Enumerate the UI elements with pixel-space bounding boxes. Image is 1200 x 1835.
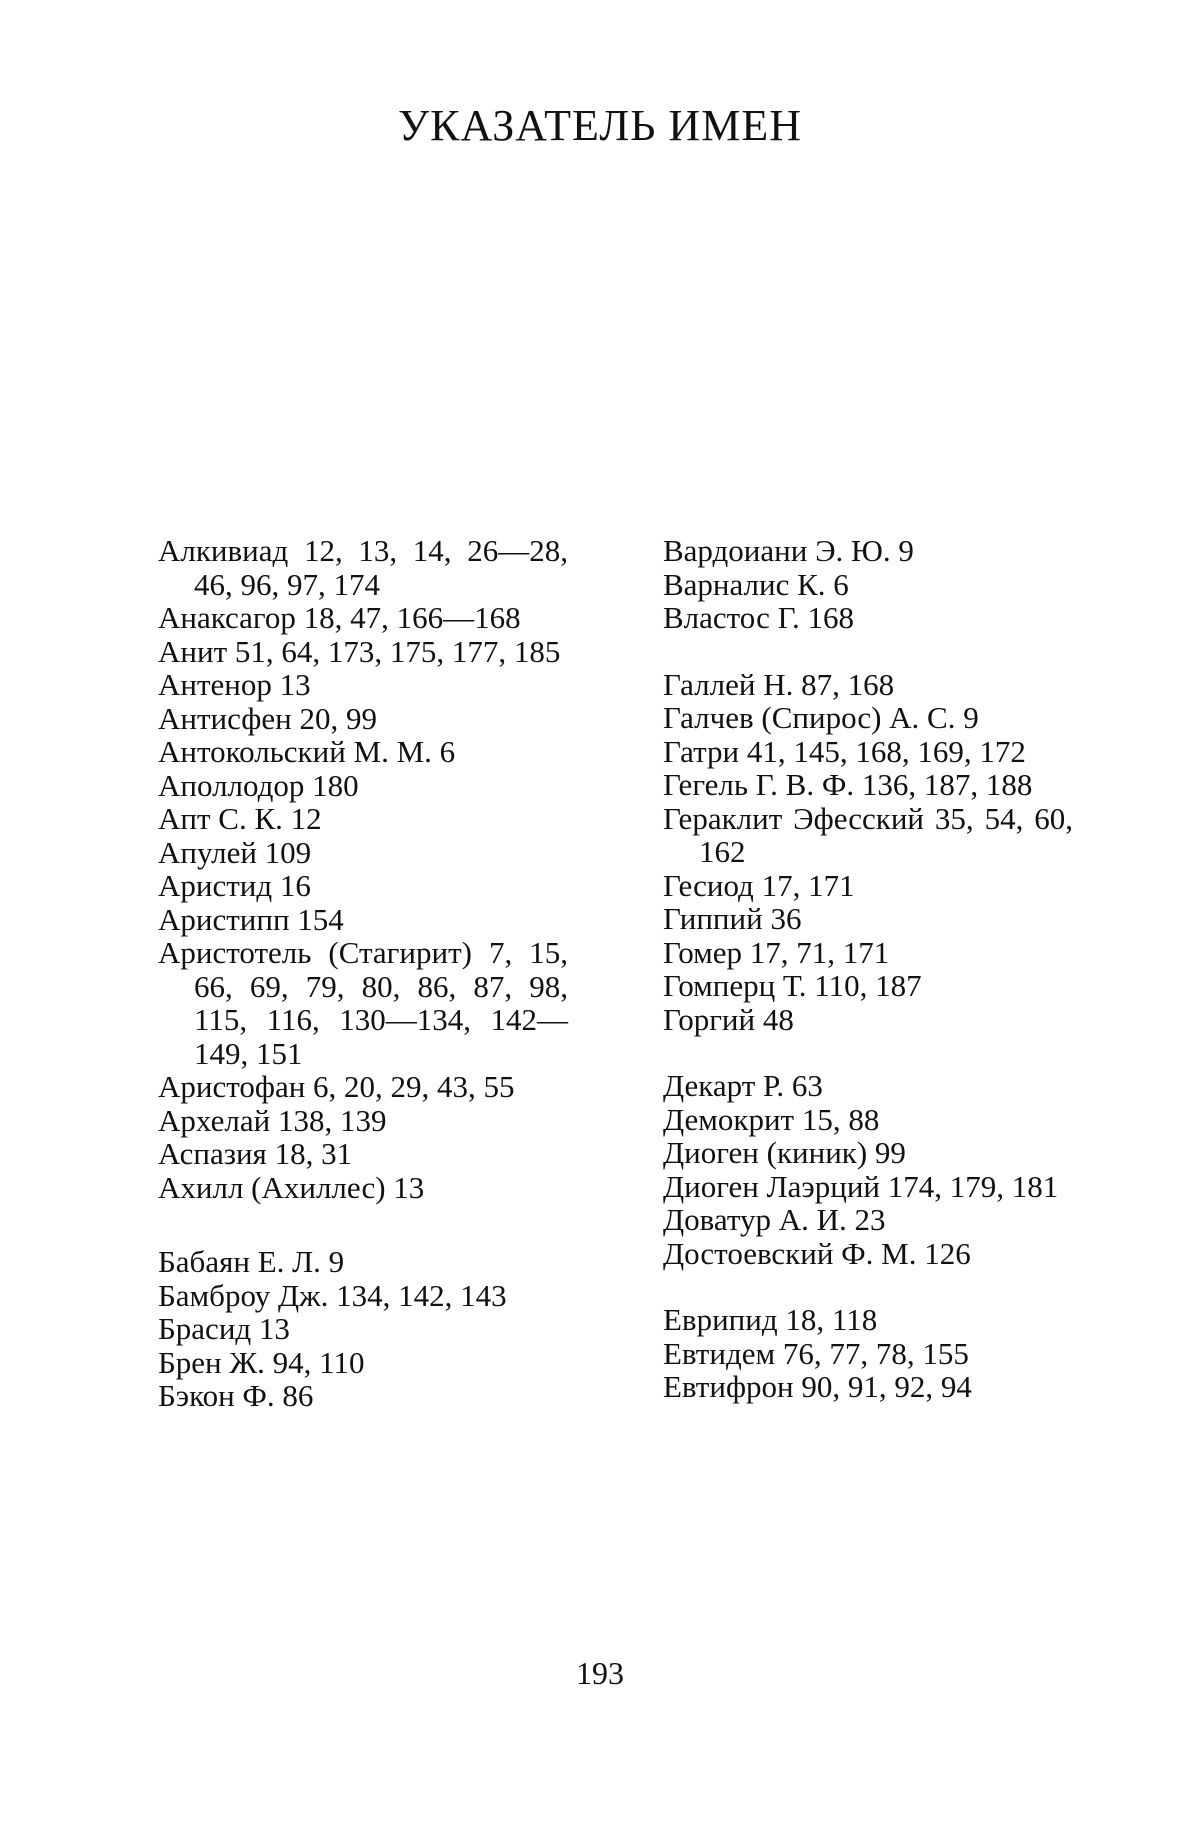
index-entry: Гатри 41, 145, 168, 169, 172 [663,733,1026,769]
index-entry: Вардоиани Э. Ю. 9 [663,533,914,568]
index-entry: Гесиод 17, 171 [663,867,855,903]
index-entry: Аспазия 18, 31 [158,1136,353,1171]
index-entry: Достоевский Ф. М. 126 [663,1235,971,1271]
index-entry: Аристофан 6, 20, 29, 43, 55 [158,1069,515,1104]
page-title: УКАЗАТЕЛЬ ИМЕН [398,101,802,150]
index-entry: Анит 51, 64, 173, 175, 177, 185 [158,633,561,669]
index-entry: Евтифрон 90, 91, 92, 94 [663,1369,972,1404]
index-entry: Горгий 48 [663,1001,794,1037]
letter-group-gap [663,1036,1073,1069]
index-entry: Аристипп 154 [158,901,344,937]
letter-group-gap [663,635,1073,668]
index-entry: Брасид 13 [158,1311,290,1346]
index-entry: Галлей Н. 87, 168 [663,666,895,702]
index-entry: Антенор 13 [158,667,311,702]
index-entry: Апулей 109 [158,834,312,870]
index-entry: Еврипид 18, 118 [663,1302,878,1337]
index-entry: Евтидем 76, 77, 78, 155 [663,1335,969,1371]
index-entry: Бамброу Дж. 134, 142, 143 [158,1277,507,1313]
index-entry: Диоген (киник) 99 [663,1135,906,1170]
page-number: 193 [576,1655,624,1691]
index-entry: Гегель Г. В. Ф. 136, 187, 188 [663,767,1033,802]
index-entry: Брен Ж. 94, 110 [158,1344,365,1380]
index-entry: Аристотель (Стагирит) 7, 15, 66, 69, 79, 80, 86, 87, 98, 115, 116, 130—134, 142—149, 151 [158,935,568,1071]
index-entry: Аполлодор 180 [158,767,359,803]
index-entry: Алкивиад 12, 13, 14, 26—28, 46, 96, 97, 174 [158,533,568,602]
index-entry: Анаксагор 18, 47, 166—168 [158,600,521,635]
index-entry: Властос Г. 168 [663,600,855,635]
index-entry: Апт С. К. 12 [158,801,322,836]
index-entry: Бэкон Ф. 86 [158,1378,314,1413]
index-entry: Диоген Лаэрций 174, 179, 181 [663,1168,1059,1204]
index-entry: Гиппий 36 [663,901,802,936]
index-entry: Гомперц Т. 110, 187 [663,968,922,1003]
index-entry: Аристид 16 [158,868,311,903]
index-entry: Антисфен 20, 99 [158,700,377,736]
index-column-right [663,534,1073,1404]
letter-group-gap [158,1204,568,1245]
index-entry: Варналис К. 6 [663,566,849,602]
index-column-left [158,534,568,1413]
index-entry: Бабаян Е. Л. 9 [158,1244,345,1279]
index-entry: Декарт Р. 63 [663,1068,823,1103]
index-entry: Гомер 17, 71, 171 [663,934,890,970]
index-entry: Галчев (Спирос) А. С. 9 [663,700,979,735]
index-entry: Антокольский М. М. 6 [158,734,456,769]
index-entry: Архелай 138, 139 [158,1102,387,1138]
index-entry: Доватур А. И. 23 [663,1202,886,1237]
letter-group-gap [663,1270,1073,1303]
index-entry: Ахилл (Ахиллес) 13 [158,1169,425,1205]
index-entry: Гераклит Эфесский 35, 54, 60, 162 [663,800,1073,869]
index-entry: Демокрит 15, 88 [663,1101,880,1137]
